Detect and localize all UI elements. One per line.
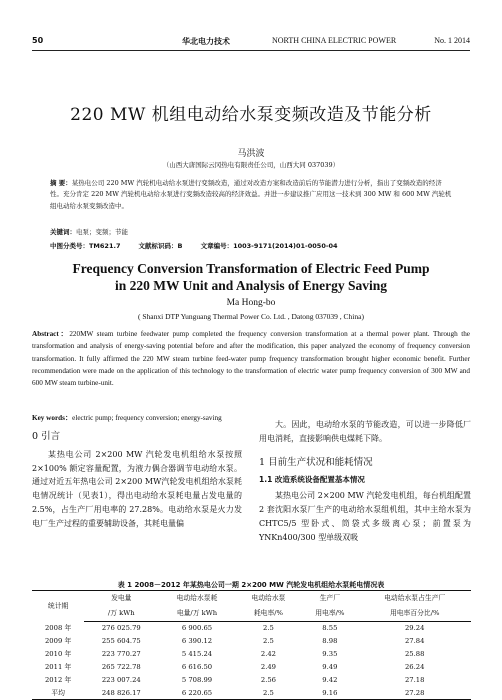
table-cell: 248 826.17 [84,686,158,699]
left-column [32,430,242,531]
table-cell: 5 708.99 [181,675,213,684]
table-cell: 27.84 [404,637,425,646]
table-cell: 8.55 [322,624,338,633]
table-cell: 6 616.50 [181,662,213,671]
table-cell: 2012 年 [44,675,72,684]
table-cell: 2.5 [263,637,274,646]
table-cell: 255 604.75 [101,637,141,646]
journal-name-en: NORTH CHINA ELECTRIC POWER [272,36,397,45]
col-header-plant-rate: 生产厂 [301,591,358,607]
table-cell: 29.24 [404,624,425,633]
document-code: 文献标识码：B [138,242,183,250]
power-consumption-table [32,590,471,700]
abstract-cn [50,178,452,212]
table-cell: 27.18 [404,675,425,684]
col-header-pump-consumption-unit: 电量/万 kWh [158,606,235,622]
col-header-pump-consumption: 电动给水泵耗 [158,591,235,607]
table-cell: 6 220.65 [158,686,235,699]
table-cell: 26.24 [404,662,425,671]
abstract-en-label: Abstract： [32,330,70,338]
keywords-cn-label: 关键词： [50,228,76,236]
page-number: 50 [32,36,44,45]
table-cell: 2010 年 [44,649,72,658]
table-row [32,686,471,699]
col-header-pump-share: 电动给水泵占生产厂 [358,591,471,607]
section0-paragraph-cont: 大。因此，电动给水泵的节能改造，可以进一步降低厂用电消耗，直接影响供电煤耗下降。 [259,420,471,443]
section-heading-1: 1 目前生产状况和能耗情况 [259,456,373,468]
col-header-generation-unit: /万 kWh [84,606,158,622]
table-cell: 27.28 [358,686,471,699]
table-cell: 6 390.12 [181,637,213,646]
section1-paragraph: 某热电公司 2×200 MW 汽轮发电机组，每台机组配置 2 套沈阳水泵厂生产的电动给水泵组机组，其中主给水泵为 CHTC5/5 型卧式、筒袋式多级离心泵；前置泵为 YNKn400/300 型单级双吸 [259,491,471,542]
issue-number: No. 1 2014 [434,36,470,45]
col-header-generation: 发电量 [84,591,158,607]
keywords-en-label: Key words： [32,414,73,422]
table-cell: 5 415.24 [181,649,213,658]
running-header [32,36,470,50]
table-cell: 223 770.27 [101,649,141,658]
table-cell: 2011 年 [44,662,72,671]
title-en-line1: Frequency Conversion Transformation of Electric Feed Pump [72,261,430,276]
abstract-en-text: 220MW steam turbine feedwater pump completed the frequency conversion transformation at a thermal power plant. Through the transformation and analysis of energy-saving potential before and after the modification, this paper analyzed the economy of frequency conversion transformation. It fully affirmed the 220 MW steam turbine feed-water pump frequency transformation brought higher economic benefit. Further recommendation were made on the application of this technology to the transformation of electric water pump frequency conversion of 300 MW and 600 MW steam turbine-unit. [32,330,470,388]
keywords-cn-text: 电泵；变频；节能 [76,228,128,236]
author-cn: 马洪波 [237,149,265,159]
paper-title-cn: 220 MW 机组电动给水泵变频改造及节能分析 [70,105,432,125]
abstract-cn-text: 某热电公司 220 MW 汽轮机电动给水泵进行变频改造，通过对改造方案和改造前后的节能潜力进行分析，指出了变频改造的经济性。充分肯定 220 MW 汽轮机电动给水泵进行变频改造较高的经济效益。并进一步建议推广应用这一技术到 300 MW 和 600 MW 汽轮机组电动给水泵变频改造中。 [50,179,452,210]
col-header-period: 统计期 [32,591,84,622]
table-row [32,635,471,648]
col-header-pump-share-unit: 用电率百分比/% [358,606,471,622]
article-number: 文章编号：1003-9171(2014)01-0050-04 [200,242,338,250]
author-en: Ma Hong-bo [226,298,276,308]
table-cell: 2008 年 [44,623,72,632]
header-rule [32,50,470,51]
table-cell: 276 025.79 [101,624,141,633]
table-cell: 2.42 [260,649,277,658]
table-cell: 9.16 [301,686,358,699]
abstract-cn-label: 摘 要： [50,179,72,187]
table-header-row [32,591,471,607]
table-cell: 2.49 [260,662,277,671]
table-row [32,648,471,661]
table-cell: 9.35 [322,649,338,658]
table-cell: 平均 [32,686,84,699]
table-row [32,674,471,687]
journal-name-cn: 华北电力技术 [182,37,230,46]
classification-line [50,241,452,250]
table-header-row-2 [32,606,471,622]
table-cell: 9.42 [322,675,338,684]
section0-paragraph: 某热电公司 2×200 MW 汽轮发电机组给水泵按照 2×100% 额定容量配置，为液力偶合器调节电动给水泵。通过对近五年热电公司 2×200 MW汽轮发电机组给水泵耗电情况统计（见表1），得出电动给水泵耗电量占发电量的 2.5%，占生产厂用电率的 27.28%。电动给水泵是火力发电厂生产过程的重要辅助设备，其耗电量偏 [32,449,242,528]
right-column [259,418,471,544]
col-header-pump-rate: 电动给水泵 [236,591,302,607]
table-cell: 223 007.24 [101,675,141,684]
section-heading-0: 0 引言 [32,431,61,442]
table-row [32,622,471,635]
table-cell: 25.88 [404,649,425,658]
table-cell: 6 900.65 [181,624,213,633]
affiliation-cn: （山西大唐国际云冈热电有限责任公司，山西大同 037039） [162,161,340,169]
title-en-line2: in 220 MW Unit and Analysis of Energy Saving [114,278,388,293]
keywords-cn [50,227,452,236]
clc-number: 中图分类号：TM621.7 [50,242,121,250]
col-header-pump-rate-unit: 耗电率/% [236,606,302,622]
paper-title-en [30,260,472,294]
subsection-heading-1-1: 1.1 改造系统设备配置基本情况 [259,475,365,485]
col-header-plant-rate-unit: 用电率/% [301,606,358,622]
table-title: 表 1 2008－2012 年某热电公司一期 2×200 MW 汽轮发电机组给水泵耗电情况表 [117,581,385,589]
abstract-en [32,328,470,389]
table-cell: 2.56 [260,675,277,684]
table-cell: 9.49 [322,662,338,671]
table-cell: 2.5 [236,686,302,699]
table-row [32,661,471,674]
table-cell: 2.5 [263,624,274,633]
table-cell: 8.98 [322,637,338,646]
table-cell: 265 722.78 [101,662,141,671]
keywords-en-text: electric pump; frequency conversion; energy-saving [72,414,222,422]
affiliation-en: ( Shanxi DTP Yunguang Thermal Power Co. Ltd. , Datong 037039 , China) [138,312,364,321]
table-cell: 2009 年 [44,637,72,646]
